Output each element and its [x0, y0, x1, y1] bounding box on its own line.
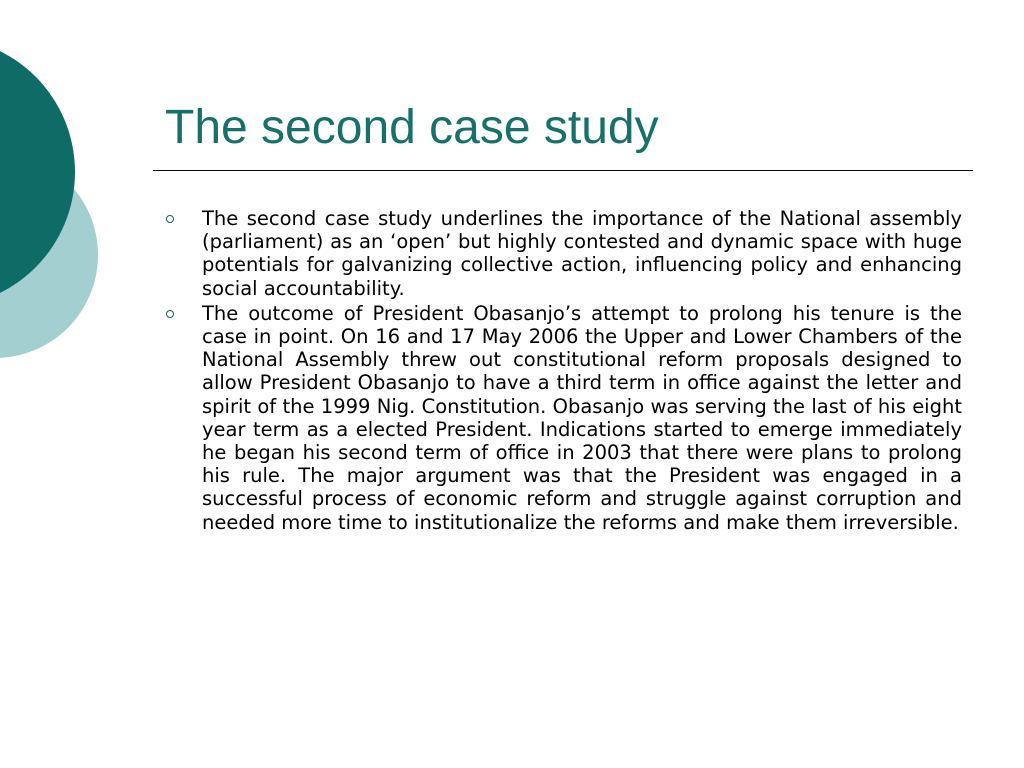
bullet-text: The second case study underlines the importance of the National assembly (parliament) as an ‘open’ but highly contested and dynamic space with huge potentials for galvanizing collective action, influencing policy and enhancing social accountability.	[202, 207, 962, 300]
bullet-list	[160, 207, 962, 536]
hollow-circle-bullet-icon	[166, 310, 174, 318]
slide-title: The second case study	[165, 101, 659, 154]
hollow-circle-bullet-icon	[166, 215, 174, 223]
title-divider	[153, 170, 973, 171]
bullet-item	[160, 302, 962, 534]
bullet-item	[160, 207, 962, 300]
bullet-text: The outcome of President Obasanjo’s attempt to prolong his tenure is the case in point. On 16 and 17 May 2006 the Upper and Lower Chambers of the National Assembly threw out constitutional reform proposals designed to allow President Obasanjo to have a third term in office against the letter and spirit of the 1999 Nig. Constitution. Obasanjo was serving the last of his eight year term as a elected President. Indications started to emerge immediately he began his second term of office in 2003 that there were plans to prolong his rule. The major argument was that the President was engaged in a successful process of economic reform and struggle against corruption and needed more time to institutionalize the reforms and make them irreversible.	[202, 301, 962, 534]
